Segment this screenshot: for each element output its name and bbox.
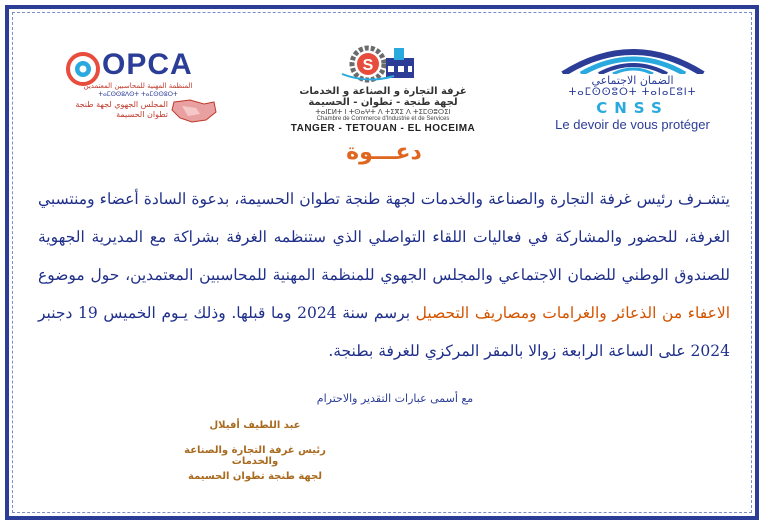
closing-greeting: مع أسمى عبارات التقدير والاحترام (316, 392, 474, 405)
chamber-arabic-line1: غرفة التجارة و الصناعة و الخدمات (299, 86, 467, 97)
chamber-arabic-line2: لجهة طنجة - تطوان - الحسيمة (308, 97, 458, 108)
regional-council-arabic-name: المجلس الجهوي لجهة طنجة تطوان الحسيمة (75, 100, 168, 119)
cnss-arch-icon (553, 40, 713, 74)
chamber-emblem-icon (328, 44, 438, 86)
cnss-tifinagh-name: ⵜⴰⵎⵙⵙⵓⵔⵜ ⵜⴰⵏⴰⵎⵓⵏⵜ (568, 87, 697, 98)
signature-region: لجهة طنجة تطوان الحسيمة (188, 471, 322, 482)
regional-council-logo (58, 98, 218, 128)
opca-tifinagh-name: ⵜⴰⵎⵙⵙⵓⴷⵙⵜ ⵜⴰⵎⵙⵙⵓⵔⵜ (98, 91, 178, 98)
opca-emblem-icon (65, 52, 105, 86)
region-map-icon (170, 98, 218, 124)
cnss-logo (535, 40, 730, 132)
chamber-tifinagh: ⵜⴰⵏⵎⵍⵜ ⵏ ⵜⵙⴰⵖⵜ ⴷ ⵜⵉⴳⵉ ⴷ ⵜⵉⵎⵙⵓⵔⵉⵏ (315, 108, 451, 116)
cnss-arabic-name: الضمان الاجتماعي (591, 74, 674, 87)
cnss-abbreviation: CNSS (596, 99, 669, 117)
signature-name: عبد اللطيف أفيلال (209, 420, 301, 431)
svg-text:S: S (362, 57, 374, 74)
body-text-part2: برسم سنة 2024 وما قبلها. وذلك يـوم الخميس 19 دجنبر 2024 على الساعة الرابعة زوالا بالمقر المركزي للغرفة بطنجة. (38, 304, 730, 360)
cnss-slogan: Le devoir de vous protéger (555, 117, 710, 132)
chamber-logo (258, 44, 508, 132)
body-highlight: الاعفاء من الذعائر والغرامات ومصاريف التحصيل (415, 304, 730, 322)
body-text-part1: يتشـرف رئيس غرفة التجارة والصناعة والخدمات لجهة طنجة تطوان الحسيمة، بدعوة السادة أعضاء ومنتسبي الغرفة، للحضور والمشاركة في فعاليات اللقاء التواصلي الذي ستنظمه الغرفة بشراكة مع المديرية الجهوية للصندوق الوطني للضمان الاجتماعي والمجلس الجهوي للمنظمة المهنية للمحاسبين المعتمدين، حول موضوع (38, 190, 730, 284)
signature-role: رئيس غرفة التجارة والصناعة والخدمات (184, 445, 326, 467)
chamber-cities: TANGER - TETOUAN - EL HOCEIMA (290, 123, 476, 134)
invitation-title: دعـــوة (346, 140, 422, 165)
invitation-body (38, 180, 730, 370)
chamber-french-name: Chambre de Commerce d'Industrie et de Services (316, 116, 450, 122)
opca-name: OPCA (102, 48, 193, 81)
opca-arabic-name: المنظمة المهنية للمحاسبين المعتمدين (83, 82, 193, 90)
